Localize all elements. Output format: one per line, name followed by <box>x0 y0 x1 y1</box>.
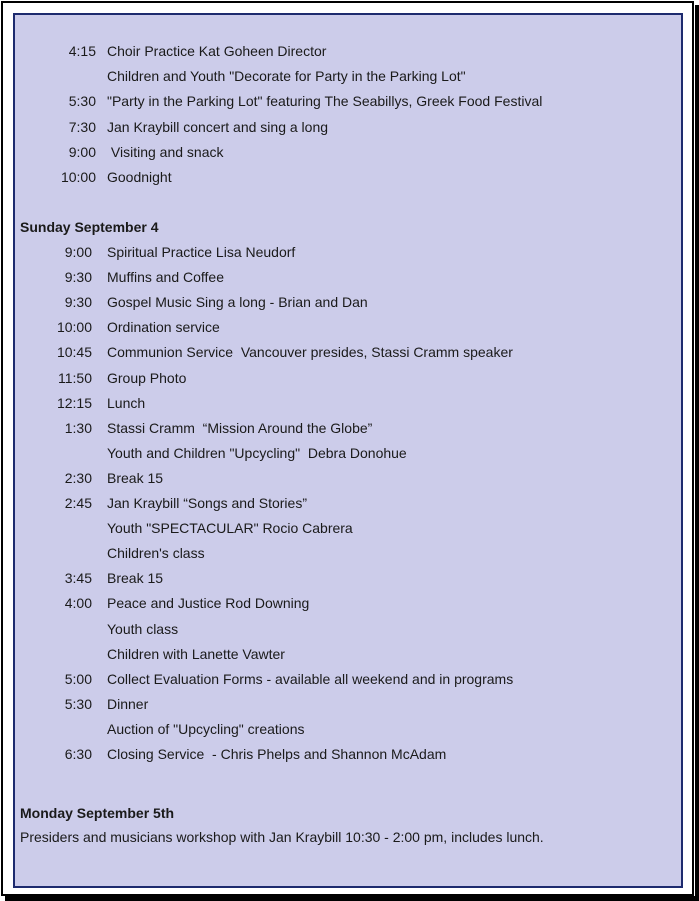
schedule-time: 10:00 <box>60 169 96 185</box>
schedule-time: 9:00 <box>64 244 92 260</box>
schedule-description: Goodnight <box>107 169 172 185</box>
schedule-description: Communion Service Vancouver presides, Stassi Cramm speaker <box>107 344 513 361</box>
schedule-description: Closing Service - Chris Phelps and Shannon McAdam <box>107 746 447 762</box>
schedule-time: 1:30 <box>64 419 92 436</box>
schedule-time: 9:30 <box>64 294 92 311</box>
schedule-description: Visiting and snack <box>107 143 224 160</box>
monday-text: Presiders and musicians workshop with Jan Kraybill 10:30 - 2:00 pm, includes lunch. <box>20 829 544 845</box>
schedule-time: 7:30 <box>68 118 96 135</box>
schedule-description: Auction of "Upcycling" creations <box>107 720 305 737</box>
schedule-description: Lunch <box>107 394 146 411</box>
monday-heading: Monday September 5th <box>20 805 175 821</box>
sunday-heading: Sunday September 4 <box>20 219 159 235</box>
schedule-description: Youth class <box>107 620 179 637</box>
schedule-description: Jan Kraybill concert and sing a long <box>107 118 329 135</box>
schedule-description: Collect Evaluation Forms - available all weekend and in programs <box>107 670 514 687</box>
schedule-description: Spiritual Practice Lisa Neudorf <box>107 244 296 260</box>
schedule-description: Children with Lanette Vawter <box>107 645 285 662</box>
schedule-description: Peace and Justice Rod Downing <box>107 595 310 612</box>
schedule-description: Children and Youth "Decorate for Party in the Parking Lot" <box>107 68 466 85</box>
schedule-time: 10:00 <box>56 319 92 336</box>
schedule-description: Break 15 <box>107 469 164 486</box>
schedule-time: 11:50 <box>58 369 92 386</box>
schedule-description: Youth and Children "Upcycling" Debra Donohue <box>107 444 407 461</box>
schedule-description: "Party in the Parking Lot" featuring The Seabillys, Greek Food Festival <box>107 93 543 110</box>
frame-shadow-right <box>695 5 699 900</box>
schedule-time: 3:45 <box>64 570 92 587</box>
schedule-description: Stassi Cramm “Mission Around the Globe” <box>107 419 373 436</box>
schedule-description: Break 15 <box>107 570 164 587</box>
schedule-time: 6:30 <box>64 746 92 762</box>
schedule-time: 2:30 <box>64 469 92 486</box>
schedule-time: 5:00 <box>64 670 92 687</box>
schedule-time: 5:30 <box>64 695 92 712</box>
schedule-description: Choir Practice Kat Goheen Director <box>107 43 327 59</box>
schedule-description: Dinner <box>107 695 149 712</box>
schedule-time: 9:30 <box>64 269 92 286</box>
schedule-time: 4:15 <box>68 43 96 59</box>
schedule-time: 4:00 <box>64 595 92 612</box>
schedule-time: 2:45 <box>64 495 92 511</box>
schedule-time: 5:30 <box>68 93 96 110</box>
schedule-time: 10:45 <box>56 344 92 361</box>
schedule-time: 12:15 <box>56 394 92 411</box>
schedule-description: Gospel Music Sing a long - Brian and Dan <box>107 294 368 311</box>
schedule-time: 9:00 <box>68 143 96 160</box>
schedule-description: Ordination service <box>107 319 220 336</box>
schedule-description: Jan Kraybill “Songs and Stories” <box>107 495 307 511</box>
frame-shadow-bottom <box>5 896 699 901</box>
schedule-description: Muffins and Coffee <box>107 269 225 286</box>
schedule-description: Youth "SPECTACULAR" Rocio Cabrera <box>107 520 353 537</box>
schedule-description: Group Photo <box>107 369 187 386</box>
schedule-description: Children's class <box>107 545 205 562</box>
